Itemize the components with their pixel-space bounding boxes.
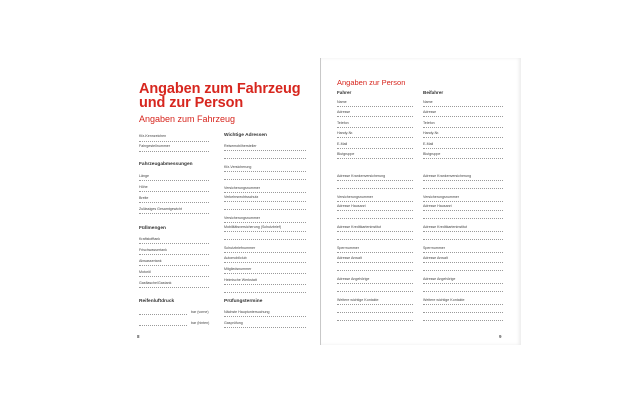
field-label: Blutgruppe <box>337 152 355 156</box>
write-line <box>423 188 503 189</box>
field-label: Heimische Werkstatt <box>224 278 257 282</box>
field-label: Adresse Krankenversicherung <box>337 174 386 178</box>
field-label: Adresse Kreditkarteninstitut <box>337 225 381 229</box>
write-line <box>423 291 503 292</box>
write-line <box>423 239 503 240</box>
write-line <box>224 158 306 159</box>
write-line <box>337 304 413 305</box>
write-line <box>423 320 503 321</box>
page-number: 8 <box>137 334 140 339</box>
write-line <box>337 137 413 138</box>
field-label: Abwassertank <box>139 259 162 263</box>
section-heading: Wichtige Adressen <box>224 133 267 138</box>
field-label: Höhe <box>139 185 148 189</box>
write-line <box>337 127 413 128</box>
write-line <box>224 209 306 210</box>
write-line <box>224 231 306 232</box>
field-label: Sperrnummer <box>337 246 359 250</box>
write-line <box>139 325 187 326</box>
page-title-line2: und zur Person <box>139 95 244 111</box>
write-line <box>337 218 413 219</box>
write-line <box>224 239 306 240</box>
field-label: Motoröl <box>139 270 151 274</box>
write-line <box>224 284 306 285</box>
write-line <box>224 201 306 202</box>
column-heading-driver: Fahrer <box>337 90 352 95</box>
field-label: Versicherungsnummer <box>224 186 260 190</box>
field-label: Adresse Krankenversicherung <box>423 174 472 178</box>
write-line <box>224 252 306 253</box>
write-line <box>139 180 209 181</box>
field-label: Adresse Hausarzt <box>423 204 452 208</box>
field-label: Versicherungsnummer <box>423 195 459 199</box>
write-line <box>423 210 503 211</box>
field-label: Handy-Nr. <box>423 131 440 135</box>
write-line <box>337 252 413 253</box>
field-label: Mitgliedsnummer <box>224 267 252 271</box>
field-label: Fahrgestellnummer <box>139 144 170 148</box>
write-line <box>337 320 413 321</box>
write-line <box>337 210 413 211</box>
write-line <box>139 265 209 266</box>
write-line <box>423 137 503 138</box>
write-line <box>337 239 413 240</box>
field-label: Kfz-Kennzeichen <box>139 134 167 138</box>
left-page <box>120 58 321 345</box>
write-line <box>337 231 413 232</box>
write-line <box>337 262 413 263</box>
field-label: E-Mail <box>337 142 348 146</box>
write-line <box>139 151 209 152</box>
write-line <box>337 283 413 284</box>
field-label: Sperrnummer <box>423 246 445 250</box>
field-label: Breite <box>139 196 149 200</box>
write-line <box>224 262 306 263</box>
write-line <box>423 304 503 305</box>
write-line <box>224 222 306 223</box>
section-heading: Füllmengen <box>139 226 166 231</box>
field-label: Kraftstofftank <box>139 237 161 241</box>
field-label: Name <box>423 100 433 104</box>
field-label: bar (hinten) <box>191 321 210 325</box>
write-line <box>224 316 306 317</box>
right-page <box>320 58 521 345</box>
field-label: Handy-Nr. <box>337 131 354 135</box>
write-line <box>224 273 306 274</box>
write-line <box>139 243 209 244</box>
field-label: Versicherungsnummer <box>337 195 373 199</box>
write-line <box>337 106 413 107</box>
field-label: E-Mail <box>423 142 434 146</box>
write-line <box>224 171 306 172</box>
write-line <box>139 314 187 315</box>
field-label: Kfz-Versicherung <box>224 165 252 169</box>
field-label: Adresse <box>423 110 437 114</box>
write-line <box>139 276 209 277</box>
field-label: Adresse Hausarzt <box>337 204 366 208</box>
field-label: Adresse Angehörige <box>423 277 456 281</box>
write-line <box>423 270 503 271</box>
field-label: Adresse Angehörige <box>337 277 370 281</box>
page-number: 9 <box>499 334 502 339</box>
field-label: Weitere wichtige Kontakte <box>423 298 465 302</box>
field-label: Telefon <box>423 121 435 125</box>
field-label: Blutgruppe <box>423 152 441 156</box>
write-line <box>423 148 503 149</box>
field-label: Zulässiges Gesamtgewicht <box>139 207 182 211</box>
write-line <box>139 287 209 288</box>
write-line <box>423 180 503 181</box>
field-label: Versicherungsnummer <box>224 216 260 220</box>
write-line <box>224 327 306 328</box>
write-line <box>139 254 209 255</box>
write-line <box>337 148 413 149</box>
write-line <box>423 312 503 313</box>
write-line <box>224 192 306 193</box>
write-line <box>423 127 503 128</box>
field-label: Mobilitätsversicherung (Schutzbrief) <box>224 225 282 229</box>
field-label: Frischwassertank <box>139 248 167 252</box>
write-line <box>337 188 413 189</box>
field-label: Verkehrsrechtsschutz <box>224 195 259 199</box>
write-line <box>139 141 209 142</box>
section-title-person: Angaben zur Person <box>337 78 406 87</box>
field-label: Weitere wichtige Kontakte <box>337 298 379 302</box>
field-label: Länge <box>139 174 149 178</box>
column-heading-codriver: Beifahrer <box>423 90 444 95</box>
field-label: Reisemobilhersteller <box>224 144 257 148</box>
write-line <box>423 218 503 219</box>
write-line <box>337 270 413 271</box>
write-line <box>337 158 413 159</box>
write-line <box>224 292 306 293</box>
field-label: Schutzbriefnummer <box>224 246 256 250</box>
write-line <box>423 106 503 107</box>
field-label: Gasflasche/Gastank <box>139 281 172 285</box>
field-label: Adresse Anwalt <box>423 256 448 260</box>
section-title-vehicle: Angaben zum Fahrzeug <box>139 114 236 124</box>
field-label: Adresse Anwalt <box>337 256 362 260</box>
write-line <box>423 158 503 159</box>
field-label: Nächste Hauptuntersuchung <box>224 310 270 314</box>
field-label: bar (vorne) <box>191 310 209 314</box>
write-line <box>423 252 503 253</box>
field-label: Automobilclub <box>224 256 247 260</box>
field-label: Adresse Kreditkarteninstitut <box>423 225 467 229</box>
write-line <box>337 116 413 117</box>
write-line <box>337 201 413 202</box>
field-label: Name <box>337 100 347 104</box>
write-line <box>337 180 413 181</box>
write-line <box>423 201 503 202</box>
write-line <box>139 202 209 203</box>
write-line <box>139 191 209 192</box>
page-title-line1: Angaben zum Fahrzeug <box>139 81 301 97</box>
write-line <box>423 116 503 117</box>
write-line <box>224 150 306 151</box>
write-line <box>224 179 306 180</box>
write-line <box>337 291 413 292</box>
write-line <box>423 283 503 284</box>
section-heading: Prüfungstermine <box>224 299 263 304</box>
write-line <box>423 262 503 263</box>
section-heading: Reifenluftdruck <box>139 299 175 304</box>
write-line <box>139 213 209 214</box>
field-label: Gasprüfung <box>224 321 243 325</box>
write-line <box>423 231 503 232</box>
field-label: Adresse <box>337 110 351 114</box>
write-line <box>337 312 413 313</box>
field-label: Telefon <box>337 121 349 125</box>
section-heading: Fahrzeugabmessungen <box>139 162 193 167</box>
